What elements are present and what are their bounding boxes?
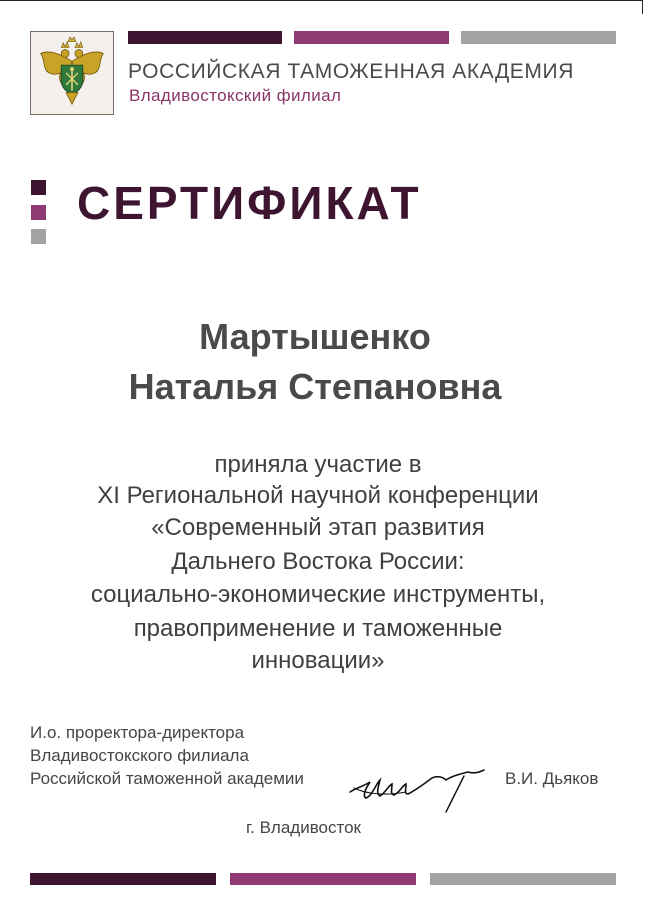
bottom-bar-dark <box>30 873 216 885</box>
recipient-surname: Мартышенко <box>199 316 431 357</box>
body-line: социально-экономические инструменты, <box>90 581 546 608</box>
signatory-title-line: И.о. проректора-директора <box>30 723 245 742</box>
title-square-magenta <box>31 205 46 220</box>
body-line: XI Региональной научной конференции <box>97 482 539 509</box>
signatory-title-line: Российской таможенной академии <box>30 769 304 788</box>
city-name: г. Владивосток <box>246 818 361 837</box>
signer-name: В.И. Дьяков <box>505 769 599 788</box>
title-square-grey <box>31 229 46 244</box>
body-line: «Современный этап развития <box>151 514 485 541</box>
handwritten-signature <box>346 758 486 814</box>
signatory-title-line: Владивостокского филиала <box>30 746 249 765</box>
body-line: правоприменение и таможенные <box>133 615 503 642</box>
top-bar-grey <box>461 31 616 44</box>
body-line: Дальнего Востока России: <box>171 548 465 575</box>
body-line: приняла участие в <box>214 451 422 478</box>
branch-name: Владивостокский филиал <box>129 86 342 105</box>
top-bar-magenta <box>294 31 449 44</box>
body-line: инновации» <box>251 647 385 674</box>
bottom-bar-grey <box>430 873 616 885</box>
customs-emblem-icon <box>30 31 114 115</box>
recipient-given-names: Наталья Степановна <box>128 366 502 407</box>
top-bar-dark <box>128 31 282 44</box>
certificate-title: СЕРТИФИКАТ <box>77 177 422 229</box>
title-square-dark <box>31 180 46 195</box>
page-frame-top <box>0 0 642 1</box>
academy-name: РОССИЙСКАЯ ТАМОЖЕННАЯ АКАДЕМИЯ <box>128 60 574 83</box>
bottom-bar-magenta <box>230 873 416 885</box>
page-frame-right <box>642 0 643 14</box>
